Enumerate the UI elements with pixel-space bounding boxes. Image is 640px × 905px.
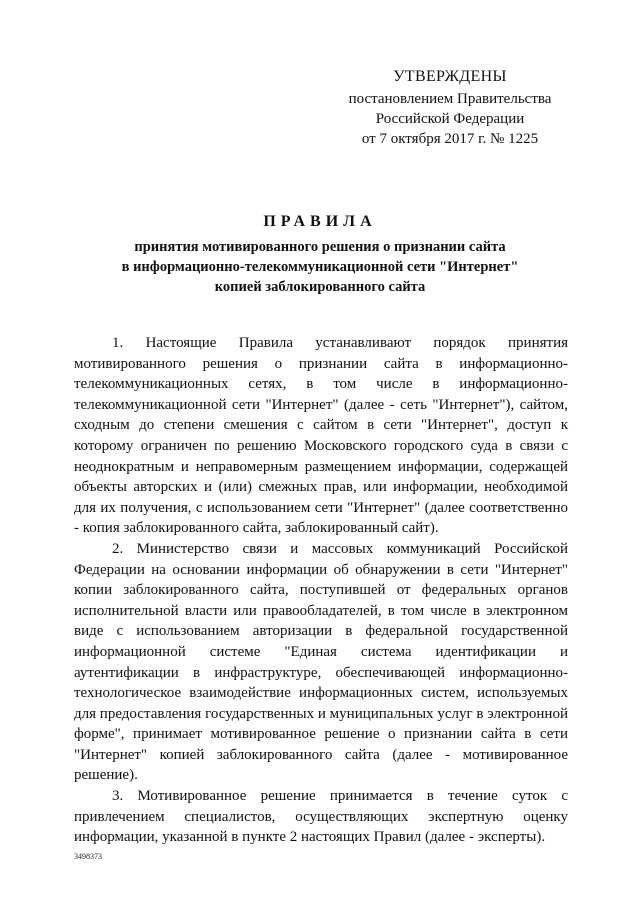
- approval-line-2: Российской Федерации: [375, 111, 525, 127]
- approval-line-1: постановлением Правительства: [348, 91, 552, 107]
- approval-line-3: от 7 октября 2017 г. № 1225: [361, 131, 539, 147]
- document-number: 3498373: [74, 852, 102, 861]
- document-body: [74, 333, 568, 848]
- approval-heading: УТВЕРЖДЕНЫ: [393, 68, 507, 85]
- document-subtitle-line-1: принятия мотивированного решения о признании сайта: [134, 239, 506, 255]
- paragraph-2: 2. Министерство связи и массовых коммуникаций Российской Федерации на основании информации об обнаружении в сети "Интернет" копии заблокированного сайта, поступившей от федеральных органов исполнительной власти или правообладателей, в том числе в электронном виде с использованием авторизации в федеральной государственной информационной системе "Единая система идентификации и аутентификации в инфраструктуре, обеспечивающей информационно-технологическое взаимодействие информационных систем, используемых для предоставления государственных и муниципальных услуг в электронной форме", принимает мотивированное решение о признании сайта в сети "Интернет" копией заблокированного сайта (далее - мотивированное решение).: [74, 540, 568, 784]
- paragraph-1: 1. Настоящие Правила устанавливают порядок принятия мотивированного решения о признании сайта в информационно-телекоммуникационных сетях, в том числе в информационно-телекоммуникационной сети "Интернет" (далее - сеть "Интернет"), сайтом, сходным до степени смешения с сайтом в сети "Интернет", доступ к которому ограничен по решению Московского городского суда в связи с неоднократным и неправомерным размещением информации, содержащей объекты авторских и (или) смежных прав, или информации, необходимой для их получения, с использованием сети "Интернет" (далее соответственно - копия заблокированного сайта, заблокированный сайт).: [74, 335, 568, 537]
- document-title: ПРАВИЛА: [263, 213, 377, 230]
- document-subtitle-line-3: копией заблокированного сайта: [214, 279, 426, 295]
- paragraph-3: 3. Мотивированное решение принимается в течение суток с привлечением специалистов, осуществляющих экспертную оценку информации, указанной в пункте 2 настоящих Правил (далее - эксперты).: [74, 788, 568, 846]
- approval-block: [330, 67, 570, 149]
- document-title-block: [70, 213, 570, 297]
- document-subtitle-line-2: в информационно-телекоммуникационной сети "Интернет": [121, 259, 519, 275]
